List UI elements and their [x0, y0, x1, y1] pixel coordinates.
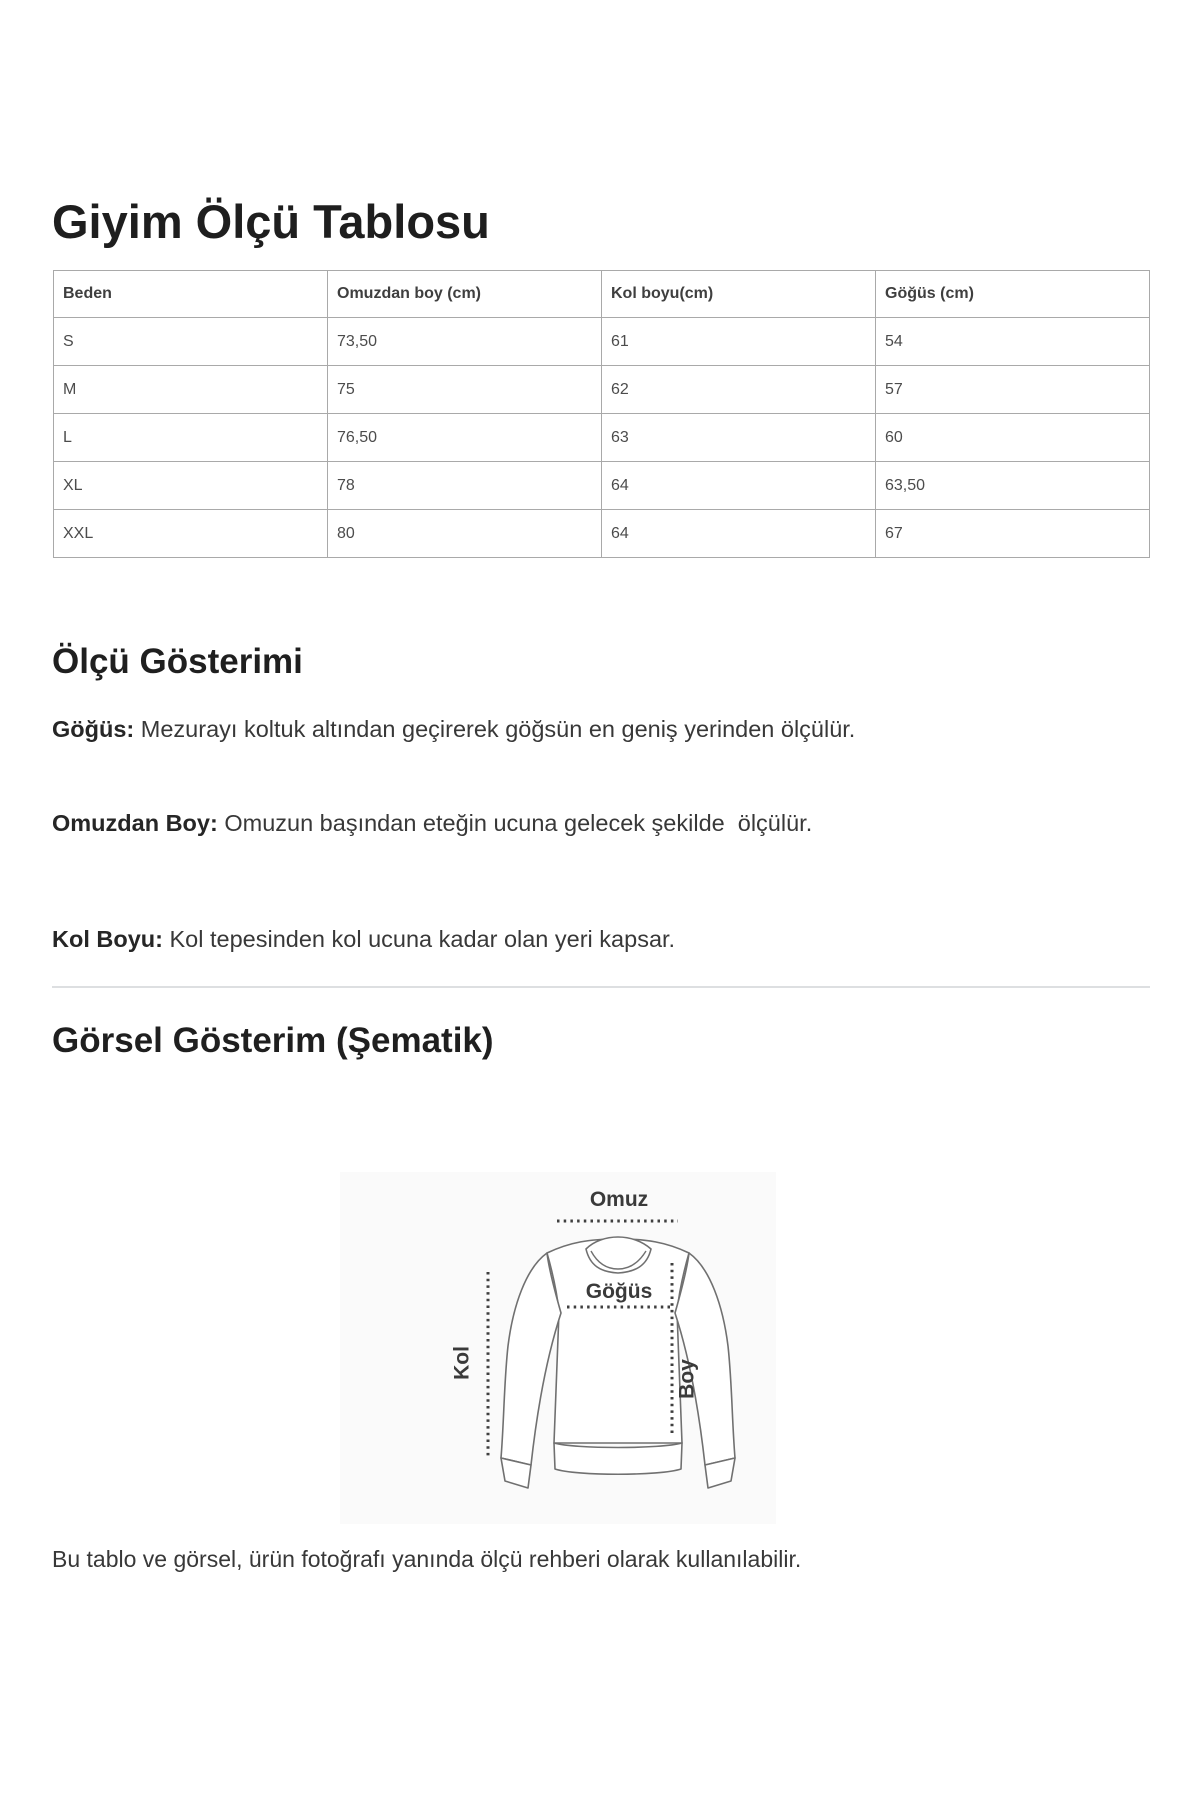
- cell-sleeve-length: 64: [602, 510, 876, 558]
- measure-item-chest-text: Mezurayı koltuk altından geçirerek göğsün en geniş yerinden ölçülür.: [140, 716, 856, 742]
- table-row: [54, 414, 1150, 462]
- cell-shoulder-length: 73,50: [328, 318, 602, 366]
- shoulder-label: Omuz: [589, 1188, 649, 1211]
- measure-item-sleeve-length-label: Kol Boyu:: [52, 926, 163, 952]
- cell-sleeve-length: 63: [602, 414, 876, 462]
- table-row: [54, 462, 1150, 510]
- measure-item-shoulder-length: [52, 808, 812, 839]
- cell-size: XL: [54, 462, 328, 510]
- size-table: [53, 270, 1150, 558]
- cell-chest: 67: [876, 510, 1150, 558]
- footer-note: Bu tablo ve görsel, ürün fotoğrafı yanında ölçü rehberi olarak kullanılabilir.: [52, 1546, 802, 1572]
- page-title: Giyim Ölçü Tablosu: [52, 195, 490, 248]
- schematic-heading: Görsel Gösterim (Şematik): [52, 1021, 494, 1060]
- col-header-gogus: Göğüs (cm): [876, 271, 1150, 318]
- sweater-schematic-figure: [340, 1172, 776, 1524]
- cell-chest: 57: [876, 366, 1150, 414]
- cell-size: M: [54, 366, 328, 414]
- cell-chest: 54: [876, 318, 1150, 366]
- sweater-schematic-icon: [340, 1172, 776, 1524]
- cell-sleeve-length: 61: [602, 318, 876, 366]
- cell-sleeve-length: 62: [602, 366, 876, 414]
- sleeve-label: Kol: [450, 1346, 474, 1380]
- cell-size: L: [54, 414, 328, 462]
- cell-shoulder-length: 76,50: [328, 414, 602, 462]
- length-label: Boy: [675, 1359, 699, 1399]
- col-header-kol-boyu: Kol boyu(cm): [602, 271, 876, 318]
- cell-shoulder-length: 75: [328, 366, 602, 414]
- table-row: [54, 366, 1150, 414]
- cell-size: S: [54, 318, 328, 366]
- col-header-omuzdan-boy: Omuzdan boy (cm): [328, 271, 602, 318]
- cell-size: XXL: [54, 510, 328, 558]
- measure-item-shoulder-length-text: Omuzun başından eteğin ucuna gelecek şekilde ölçülür.: [224, 810, 813, 836]
- measurement-guide-heading: Ölçü Gösterimi: [52, 642, 303, 681]
- measure-item-chest-label: Göğüs:: [52, 716, 135, 742]
- table-row: [54, 510, 1150, 558]
- table-row: [54, 318, 1150, 366]
- cell-shoulder-length: 78: [328, 462, 602, 510]
- cell-chest: 60: [876, 414, 1150, 462]
- cell-chest: 63,50: [876, 462, 1150, 510]
- chest-label: Göğüs: [585, 1280, 653, 1303]
- measure-item-sleeve-length: [52, 924, 675, 955]
- cell-sleeve-length: 64: [602, 462, 876, 510]
- size-table-header-row: [54, 271, 1150, 318]
- cell-shoulder-length: 80: [328, 510, 602, 558]
- measure-item-shoulder-length-label: Omuzdan Boy:: [52, 810, 218, 836]
- measure-item-sleeve-length-text: Kol tepesinden kol ucuna kadar olan yeri kapsar.: [169, 926, 676, 952]
- sweater-hem-band: [554, 1443, 682, 1474]
- col-header-beden: Beden: [54, 271, 328, 318]
- section-divider: [52, 986, 1150, 988]
- measure-item-chest: [52, 714, 855, 745]
